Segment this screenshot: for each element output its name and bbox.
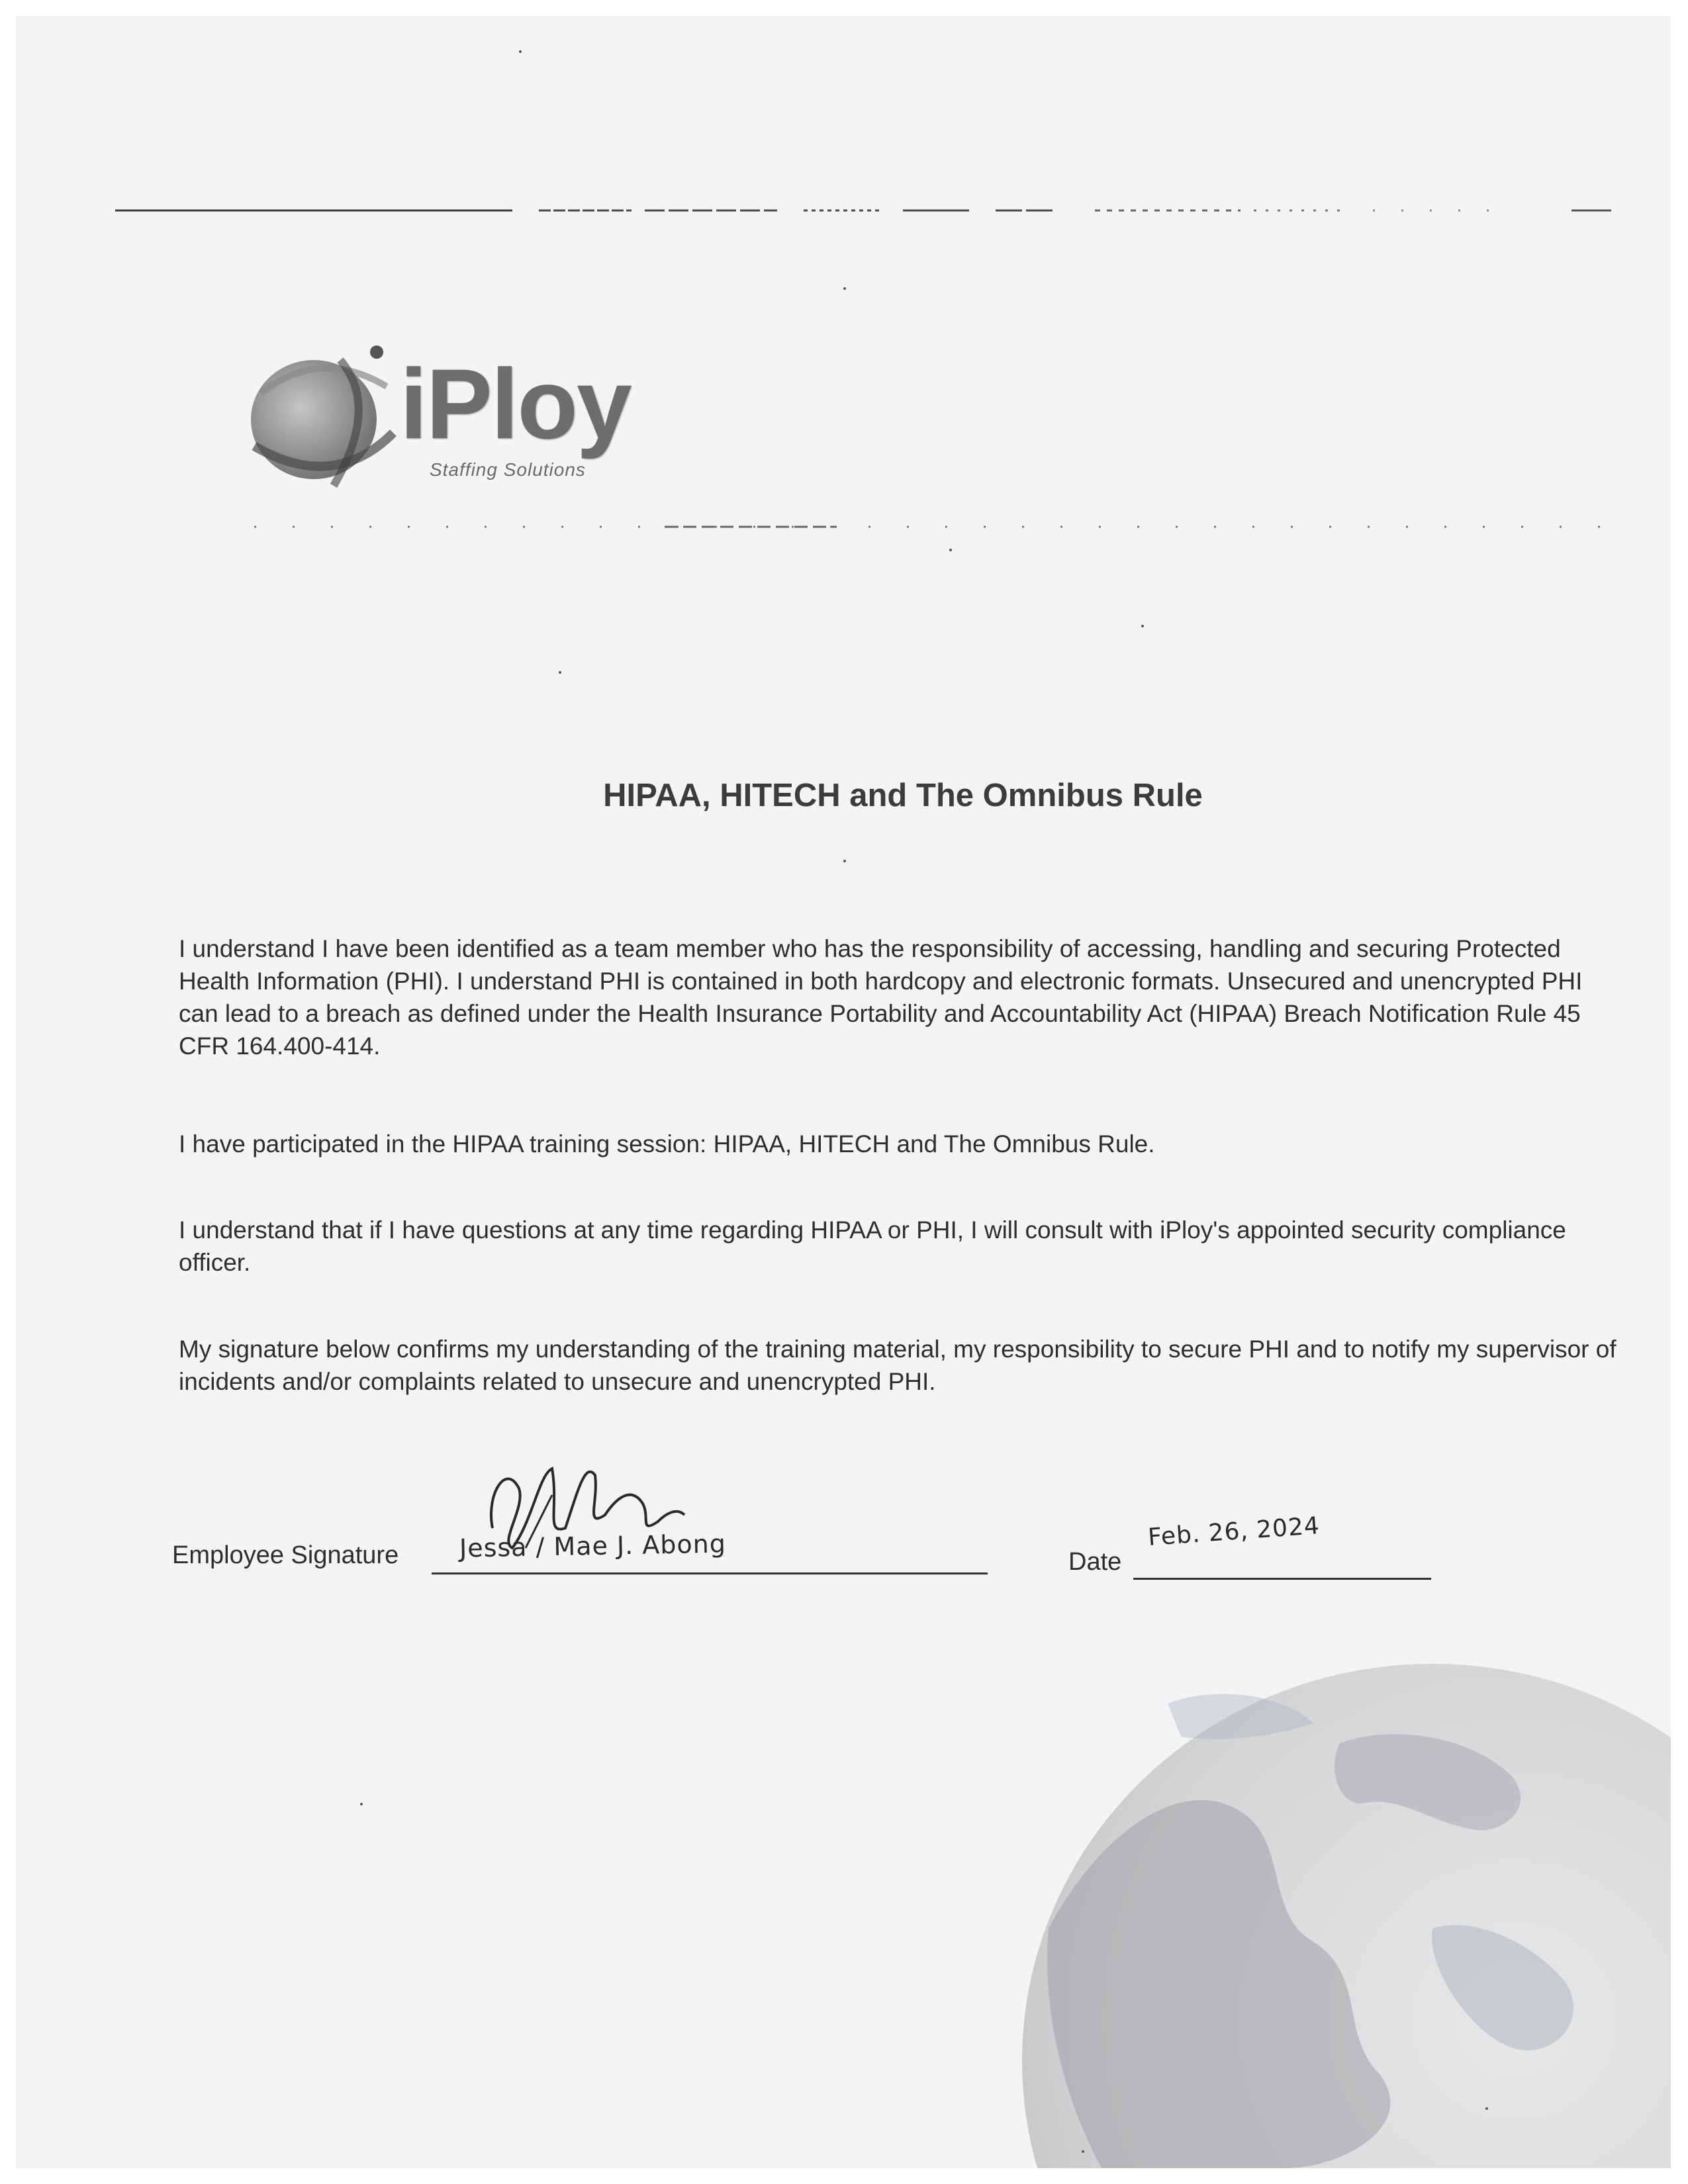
scan-speck — [843, 287, 846, 290]
signature-line — [432, 1572, 988, 1574]
globe-watermark-icon — [969, 1664, 1671, 2168]
paragraph-questions: I understand that if I have questions at any time regarding HIPAA or PHI, I will consult with iPloy's appointed security compliance officer. — [179, 1216, 1566, 1276]
date-label: Date — [1068, 1548, 1122, 1576]
document-title: HIPAA, HITECH and The Omnibus Rule — [603, 778, 1203, 813]
document-page — [16, 16, 1671, 2168]
date-line — [1133, 1578, 1431, 1580]
iploy-logo — [234, 334, 737, 532]
globe-swoosh-icon — [234, 334, 406, 506]
paragraph-confirmation: My signature below confirms my understanding of the training material, my responsibility to secure PHI and to notify my supervisor of incidents and/or complaints related to unsecure and unencrypted PHI. — [179, 1336, 1617, 1395]
handwritten-date: Feb. 26, 2024 — [1147, 1512, 1321, 1552]
handwritten-signature-name: Jessa / Mae J. Abong — [459, 1529, 727, 1563]
top-dashed-rule — [115, 209, 1611, 212]
scan-speck — [559, 671, 561, 674]
logo-tagline: Staffing Solutions — [430, 459, 586, 480]
paragraph-training: I have participated in the HIPAA training session: HIPAA, HITECH and The Omnibus Rule. — [179, 1130, 1155, 1158]
scan-speck — [360, 1803, 363, 1805]
scan-speck — [1082, 2150, 1084, 2153]
scan-speck — [1485, 2107, 1488, 2110]
paragraph-responsibility: I understand I have been identified as a team member who has the responsibility of accessing, handling and securing Protected Health Information (PHI). I understand PHI is contained in both hardcopy and electronic formats. Unsecured and unencrypted PHI can lead to a breach as defined under the Health Insurance Portability and Accountability Act (HIPAA) Breach Notification Rule 45 CFR 164.400-414. — [179, 935, 1583, 1060]
scan-speck — [519, 50, 522, 53]
scan-speck — [843, 860, 846, 862]
scan-speck — [1141, 625, 1144, 627]
scan-speck — [949, 549, 952, 551]
logo-wordmark: iPloy — [400, 348, 631, 459]
dotted-rule — [254, 525, 1618, 528]
employee-signature-label: Employee Signature — [172, 1541, 399, 1569]
